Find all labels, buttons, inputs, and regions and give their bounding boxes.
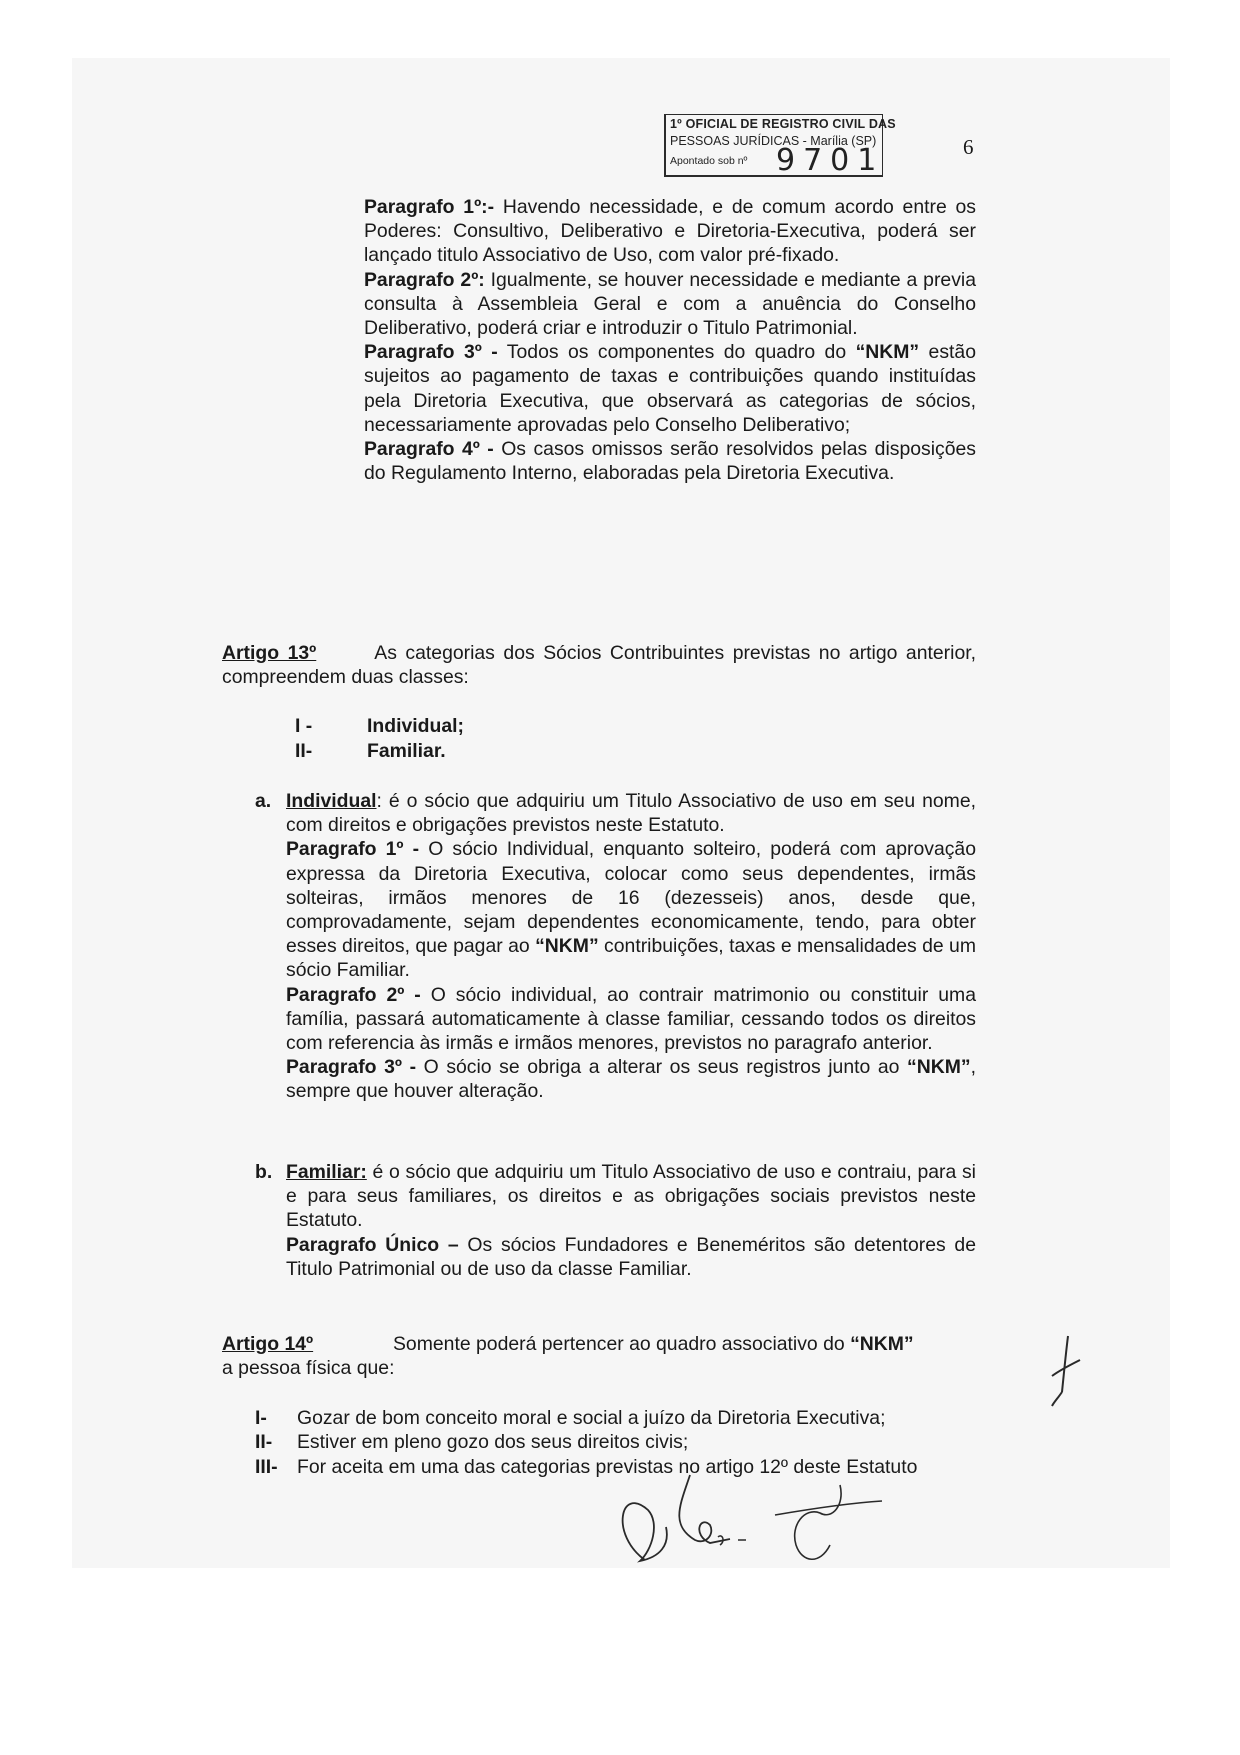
artigo-14-heading: Artigo 14º [222, 1333, 314, 1355]
artigo-13 [222, 641, 976, 689]
artigo-13-text: As categorias dos Sócios Contribuintes previstas no artigo anterior, compreendem duas classes: [222, 642, 976, 689]
requirement-text: For aceita em uma das categorias previstas no artigo 12º deste Estatuto [297, 1456, 918, 1478]
item-a-individual: Individual: é o sócio que adquiriu um Titulo Associativo de uso em seu nome, com direitos e obrigações previstos neste Estatuto. Paragrafo 1º - O sócio Individual, enquanto solteiro, poderá com aprovação expressa da Diretoria Executiva, colocar como seus dependentes, irmãs solteiras, irmãos menores de 16 (dezesseis) anos, desde que, comprovadamente, sejam dependentes economicamente, tendo, para obter esses direitos, que pagar ao “NKM” contribuições, taxas e mensalidades de um sócio Familiar. Paragrafo 2º - O sócio individual, ao contrair matrimonio ou constituir uma família, passará automaticamente à classe familiar, cessando todos os direitos com referencia às irmãs e irmãos menores, previstos no paragrafo anterior. Paragrafo 3º - O sócio se obriga a alterar os seus registros junto ao “NKM”, sempre que houver alteração. [286, 790, 976, 1103]
artigo-14-text: Somente poderá pertencer ao quadro associativo do “NKM” [393, 1333, 914, 1355]
registry-stamp [664, 114, 896, 178]
margin-initial-signature [1046, 1332, 1086, 1412]
class-item: II- [295, 740, 313, 762]
requirement-text: Gozar de bom conceito moral e social a juízo da Diretoria Executiva; [297, 1407, 886, 1429]
stamp-line3: Apontado sob nº [670, 155, 748, 167]
requirement-text: Estiver em pleno gozo dos seus direitos civis; [297, 1431, 689, 1453]
item-b-paragraph-unico: Paragrafo Único – Os sócios Fundadores e Beneméritos são detentores de Titulo Patrimonial ou de uso da classe Familiar. [286, 1233, 976, 1280]
item-b-familiar: Familiar: é o sócio que adquiriu um Titulo Associativo de uso e contraiu, para si e para seus familiares, os direitos e as obrigações sociais previstos neste Estatuto. Paragrafo Único – Os sócios Fundadores e Beneméritos são detentores de Titulo Patrimonial ou de uso da classe Familiar. [286, 1161, 976, 1280]
item-a-paragraph-3: Paragrafo 3º - O sócio se obriga a alterar os seus registros junto ao “NKM”, sempre que houver alteração. [286, 1056, 976, 1103]
stamp-line2: PESSOAS JURÍDICAS - Marília (SP) [670, 134, 877, 148]
paragraph-1: Paragrafo 1º:- Havendo necessidade, e de comum acordo entre os Poderes: Consultivo, Deliberativo e Diretoria-Executiva, poderá ser lançado titulo Associativo de Uso, com valor pré-fixado. [364, 196, 976, 267]
page-number: 6 [963, 135, 974, 159]
item-b-marker: b. [255, 1161, 273, 1183]
class-item: I - [295, 715, 313, 737]
item-a-paragraph-1: Paragrafo 1º - O sócio Individual, enquanto solteiro, poderá com aprovação expressa da Diretoria Executiva, colocar como seus dependentes, irmãs solteiras, irmãos menores de 16 (dezesseis) anos, desde que, comprovadamente, sejam dependentes economicamente, tendo, para obter esses direitos, que pagar ao “NKM” contribuições, taxas e mensalidades de um sócio Familiar. [286, 838, 976, 982]
stamp-number: 9701 [776, 143, 885, 178]
item-b-title: Familiar: [286, 1161, 367, 1183]
artigo-13-heading: Artigo 13º [222, 642, 317, 664]
requirement-num: II- [255, 1431, 273, 1453]
item-a-paragraph-2: Paragrafo 2º - O sócio individual, ao contrair matrimonio ou constituir uma família, passará automaticamente à classe familiar, cessando todos os direitos com referencia às irmãs e irmãos menores, previstos no paragrafo anterior. [286, 983, 976, 1055]
stamp-line1: 1º OFICIAL DE REGISTRO CIVIL DAS [670, 117, 896, 131]
handwritten-signatures [600, 1465, 900, 1580]
class-label: Familiar. [367, 740, 446, 762]
artigo-14-text-cont: a pessoa física que: [222, 1357, 395, 1379]
paragraphs-block [364, 195, 976, 485]
class-label: Individual; [367, 715, 464, 737]
paragraph-4: Paragrafo 4º - Os casos omissos serão resolvidos pelas disposições do Regulamento Interno, elaboradas pela Diretoria Executiva. [364, 438, 976, 485]
requirement-num: I- [255, 1407, 267, 1429]
paragraph-2: Paragrafo 2º: Igualmente, se houver necessidade e mediante a previa consulta à Assembleia Geral e com a anuência do Conselho Deliberativo, poderá criar e introduzir o Titulo Patrimonial. [364, 268, 976, 340]
item-a-marker: a. [255, 790, 272, 812]
paragraph-3: Paragrafo 3º - Todos os componentes do quadro do “NKM” estão sujeitos ao pagamento de taxas e contribuições quando instituídas pela Diretoria Executiva, que observará as categorias de sócios, necessariamente aprovadas pelo Conselho Deliberativo; [364, 341, 976, 436]
requirement-num: III- [255, 1456, 278, 1478]
item-a-title: Individual [286, 790, 377, 812]
